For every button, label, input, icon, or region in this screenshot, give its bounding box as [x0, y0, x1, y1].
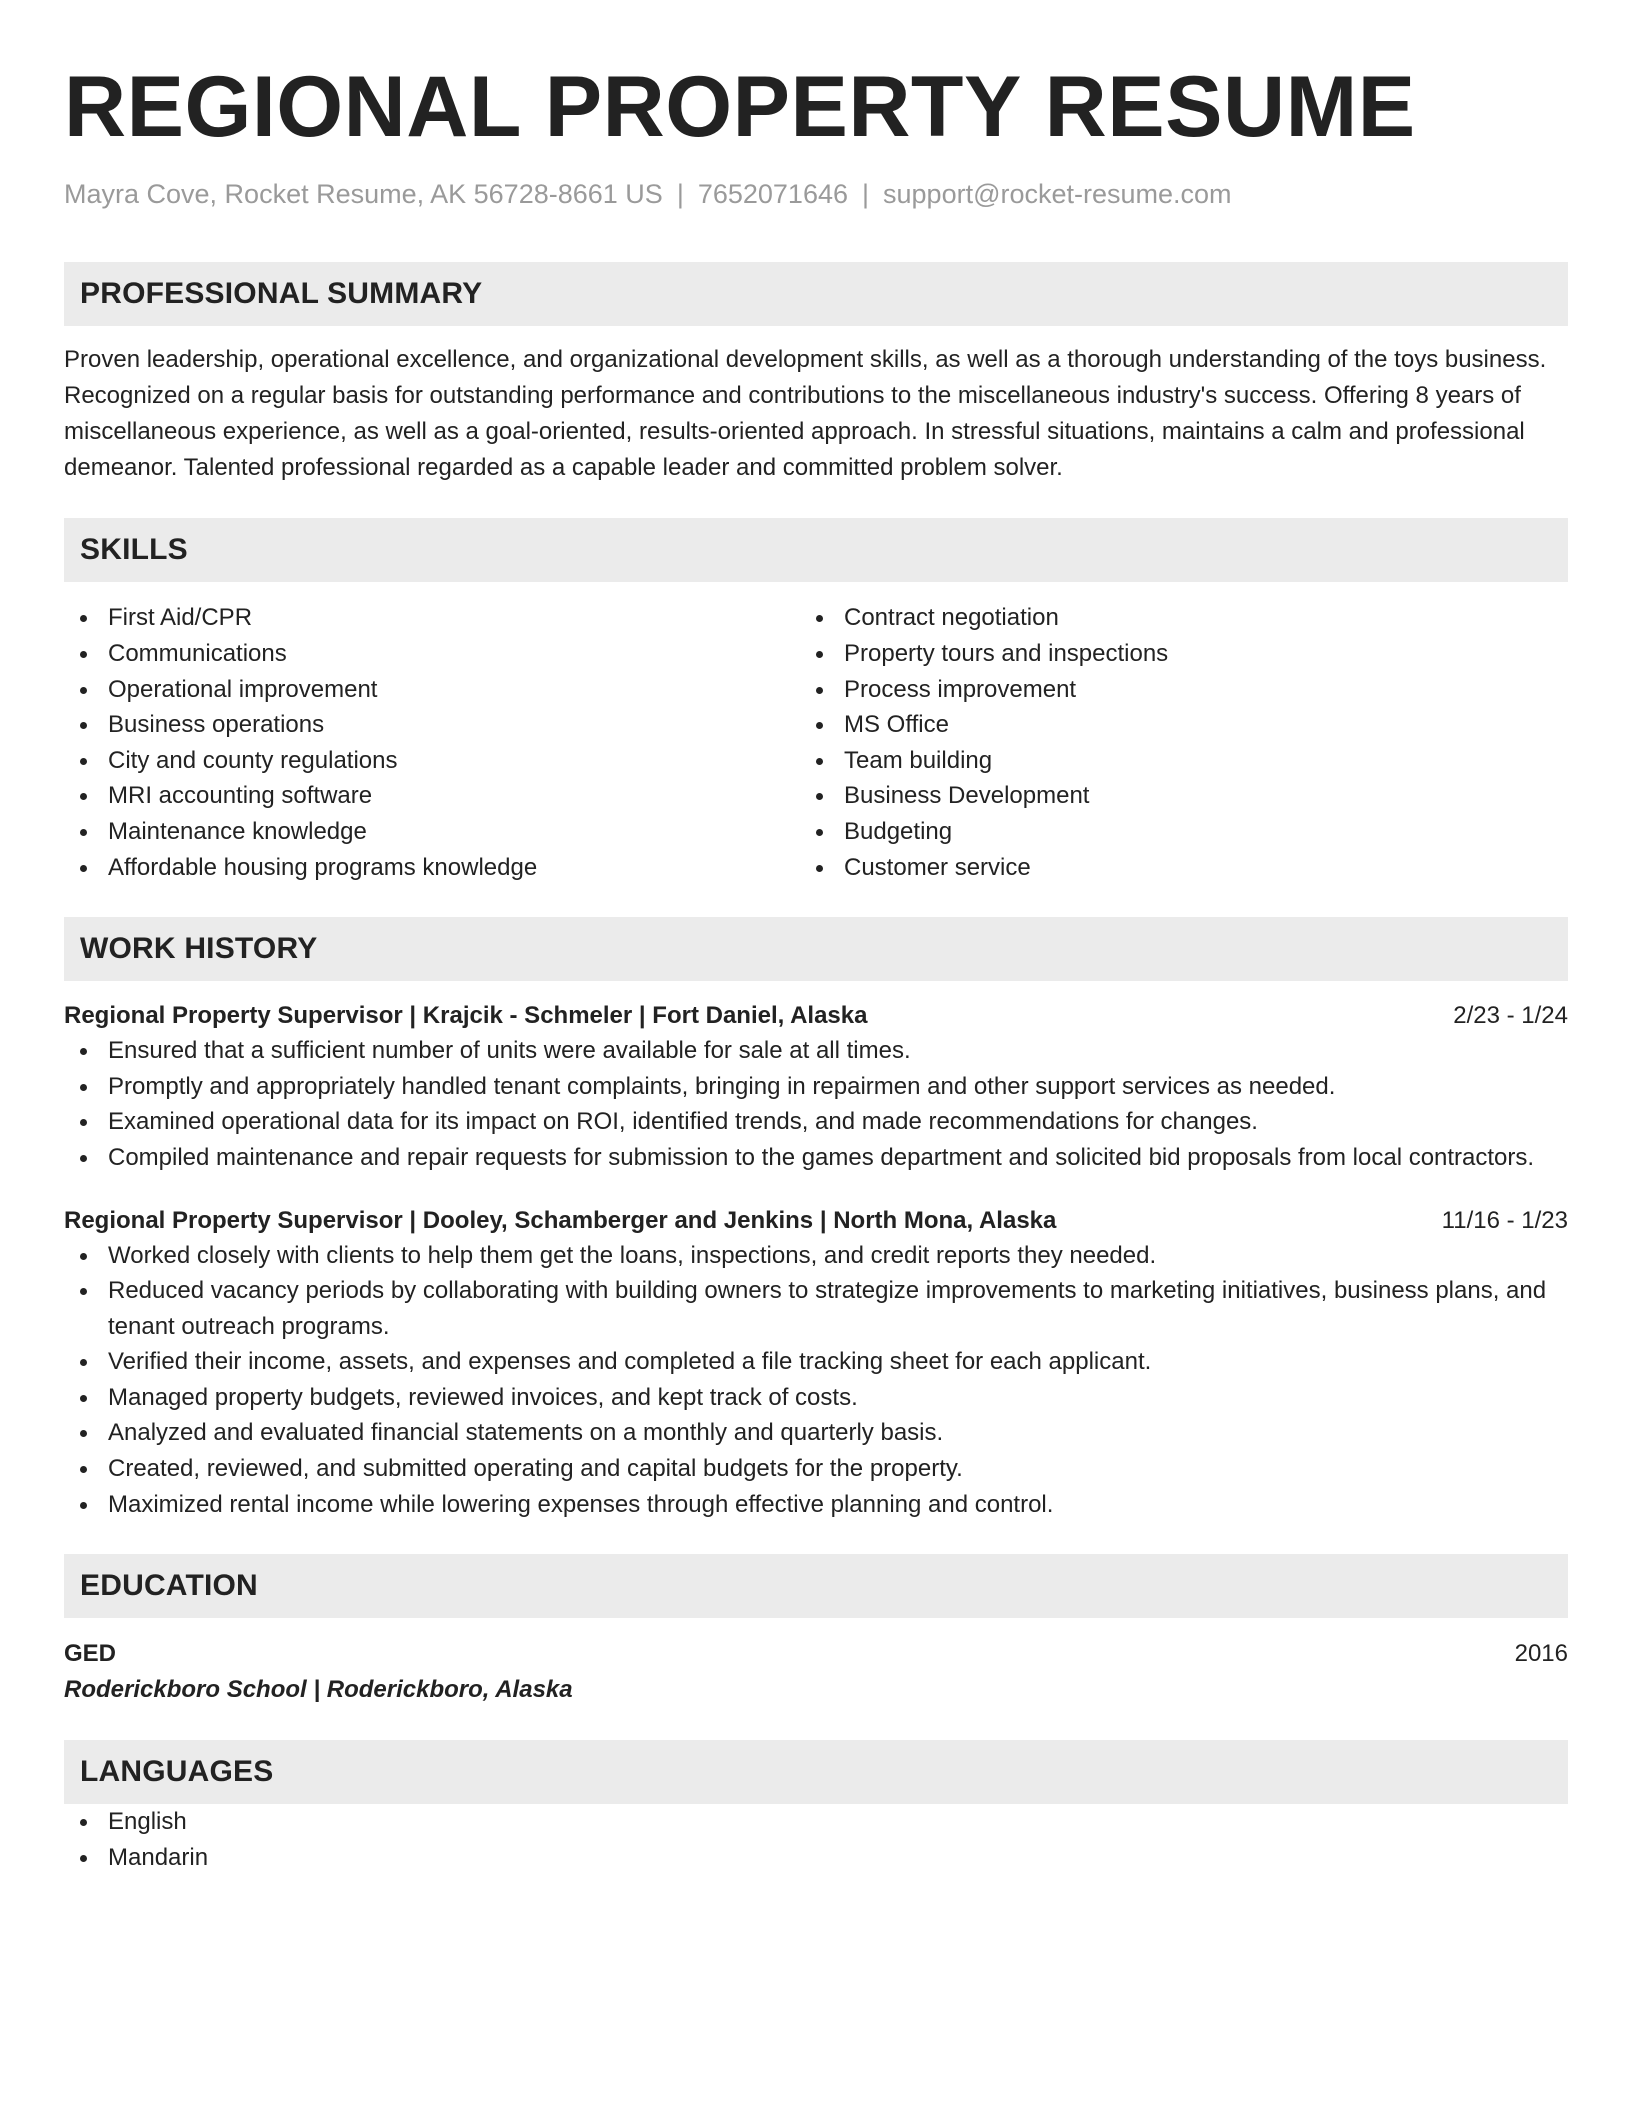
job-title: Regional Property Supervisor | Dooley, Schamberger and Jenkins | North Mona, Alaska: [64, 1206, 1057, 1234]
summary-text: Proven leadership, operational excellence, and organizational development skills, as well as a thorough understanding of the toys business. Recognized on a regular basis for outstanding performance and contributions to the miscellaneous industry's success. Offering 8 years of miscellaneous experience, as well as a goal-oriented, results-oriented approach. In stressful situations, maintains a calm and professional demeanor. Talented professional regarded as a capable leader and committed problem solver.: [64, 346, 1547, 482]
skills-column-left: [64, 600, 800, 885]
contact-separator: |: [676, 179, 684, 209]
section-header-work-history: WORK HISTORY: [64, 917, 1568, 981]
education-school: Roderickboro School | Roderickboro, Alaska: [64, 1676, 573, 1704]
job-title: Regional Property Supervisor | Krajcik - Schmeler | Fort Daniel, Alaska: [64, 1002, 868, 1030]
skill-item: Process improvement: [800, 672, 1536, 708]
languages-list: [64, 1804, 1568, 1875]
job-bullet-list: [64, 1238, 1568, 1523]
skill-item: Business Development: [800, 778, 1536, 814]
section-header-languages: LANGUAGES: [64, 1740, 1568, 1804]
skill-item: Customer service: [800, 850, 1536, 886]
job-bullet: Worked closely with clients to help them get the loans, inspections, and credit reports they needed.: [64, 1238, 1568, 1274]
skill-item: Team building: [800, 743, 1536, 779]
skills-grid: [64, 600, 1568, 885]
skill-item: MS Office: [800, 707, 1536, 743]
skills-column-right: [800, 600, 1536, 885]
job-bullet: Analyzed and evaluated financial statements on a monthly and quarterly basis.: [64, 1415, 1568, 1451]
section-header-summary: PROFESSIONAL SUMMARY: [64, 262, 1568, 326]
language-item: English: [64, 1804, 1568, 1840]
skill-item: Business operations: [64, 707, 800, 743]
job-header: [64, 1204, 1568, 1238]
education-degree: GED: [64, 1640, 117, 1668]
job-dates: 2/23 - 1/24: [1453, 1002, 1568, 1030]
job-bullet: Compiled maintenance and repair requests for submission to the games department and solicited bid proposals from local contractors.: [64, 1140, 1568, 1176]
contact-separator: |: [862, 179, 870, 209]
skill-item: MRI accounting software: [64, 778, 800, 814]
section-header-skills: SKILLS: [64, 518, 1568, 582]
skill-item: Property tours and inspections: [800, 636, 1536, 672]
education-year: 2016: [1514, 1640, 1568, 1668]
job-bullet: Verified their income, assets, and expenses and completed a file tracking sheet for each applicant.: [64, 1344, 1568, 1380]
skill-item: Budgeting: [800, 814, 1536, 850]
skill-item: Communications: [64, 636, 800, 672]
resume-title: REGIONAL PROPERTY RESUME: [64, 59, 1416, 155]
section-header-education: EDUCATION: [64, 1554, 1568, 1618]
education-header: [64, 1636, 1568, 1672]
skills-list-right: [800, 600, 1536, 885]
language-item: Mandarin: [64, 1840, 1568, 1876]
skills-list-left: [64, 600, 800, 885]
job-bullet: Ensured that a sufficient number of units were available for sale at all times.: [64, 1033, 1568, 1069]
contact-address: Mayra Cove, Rocket Resume, AK 56728-8661 US: [64, 179, 663, 209]
contact-email: support@rocket-resume.com: [883, 179, 1232, 209]
job-dates: 11/16 - 1/23: [1441, 1206, 1568, 1234]
skill-item: Operational improvement: [64, 672, 800, 708]
job-header: [64, 999, 1568, 1033]
job-bullet: Examined operational data for its impact on ROI, identified trends, and made recommendations for changes.: [64, 1104, 1568, 1140]
skill-item: Contract negotiation: [800, 600, 1536, 636]
job-bullet: Maximized rental income while lowering expenses through effective planning and control.: [64, 1487, 1568, 1523]
contact-line: [64, 178, 1568, 210]
contact-phone: 7652071646: [697, 179, 848, 209]
job-bullet: Created, reviewed, and submitted operating and capital budgets for the property.: [64, 1451, 1568, 1487]
job-bullet: Promptly and appropriately handled tenant complaints, bringing in repairmen and other support services as needed.: [64, 1069, 1568, 1105]
skill-item: First Aid/CPR: [64, 600, 800, 636]
job-bullet: Reduced vacancy periods by collaborating with building owners to strategize improvements to marketing initiatives, business plans, and tenant outreach programs.: [64, 1273, 1568, 1344]
skill-item: Maintenance knowledge: [64, 814, 800, 850]
job-bullet-list: [64, 1033, 1568, 1175]
skill-item: City and county regulations: [64, 743, 800, 779]
job-bullet: Managed property budgets, reviewed invoices, and kept track of costs.: [64, 1380, 1568, 1416]
skill-item: Affordable housing programs knowledge: [64, 850, 800, 886]
